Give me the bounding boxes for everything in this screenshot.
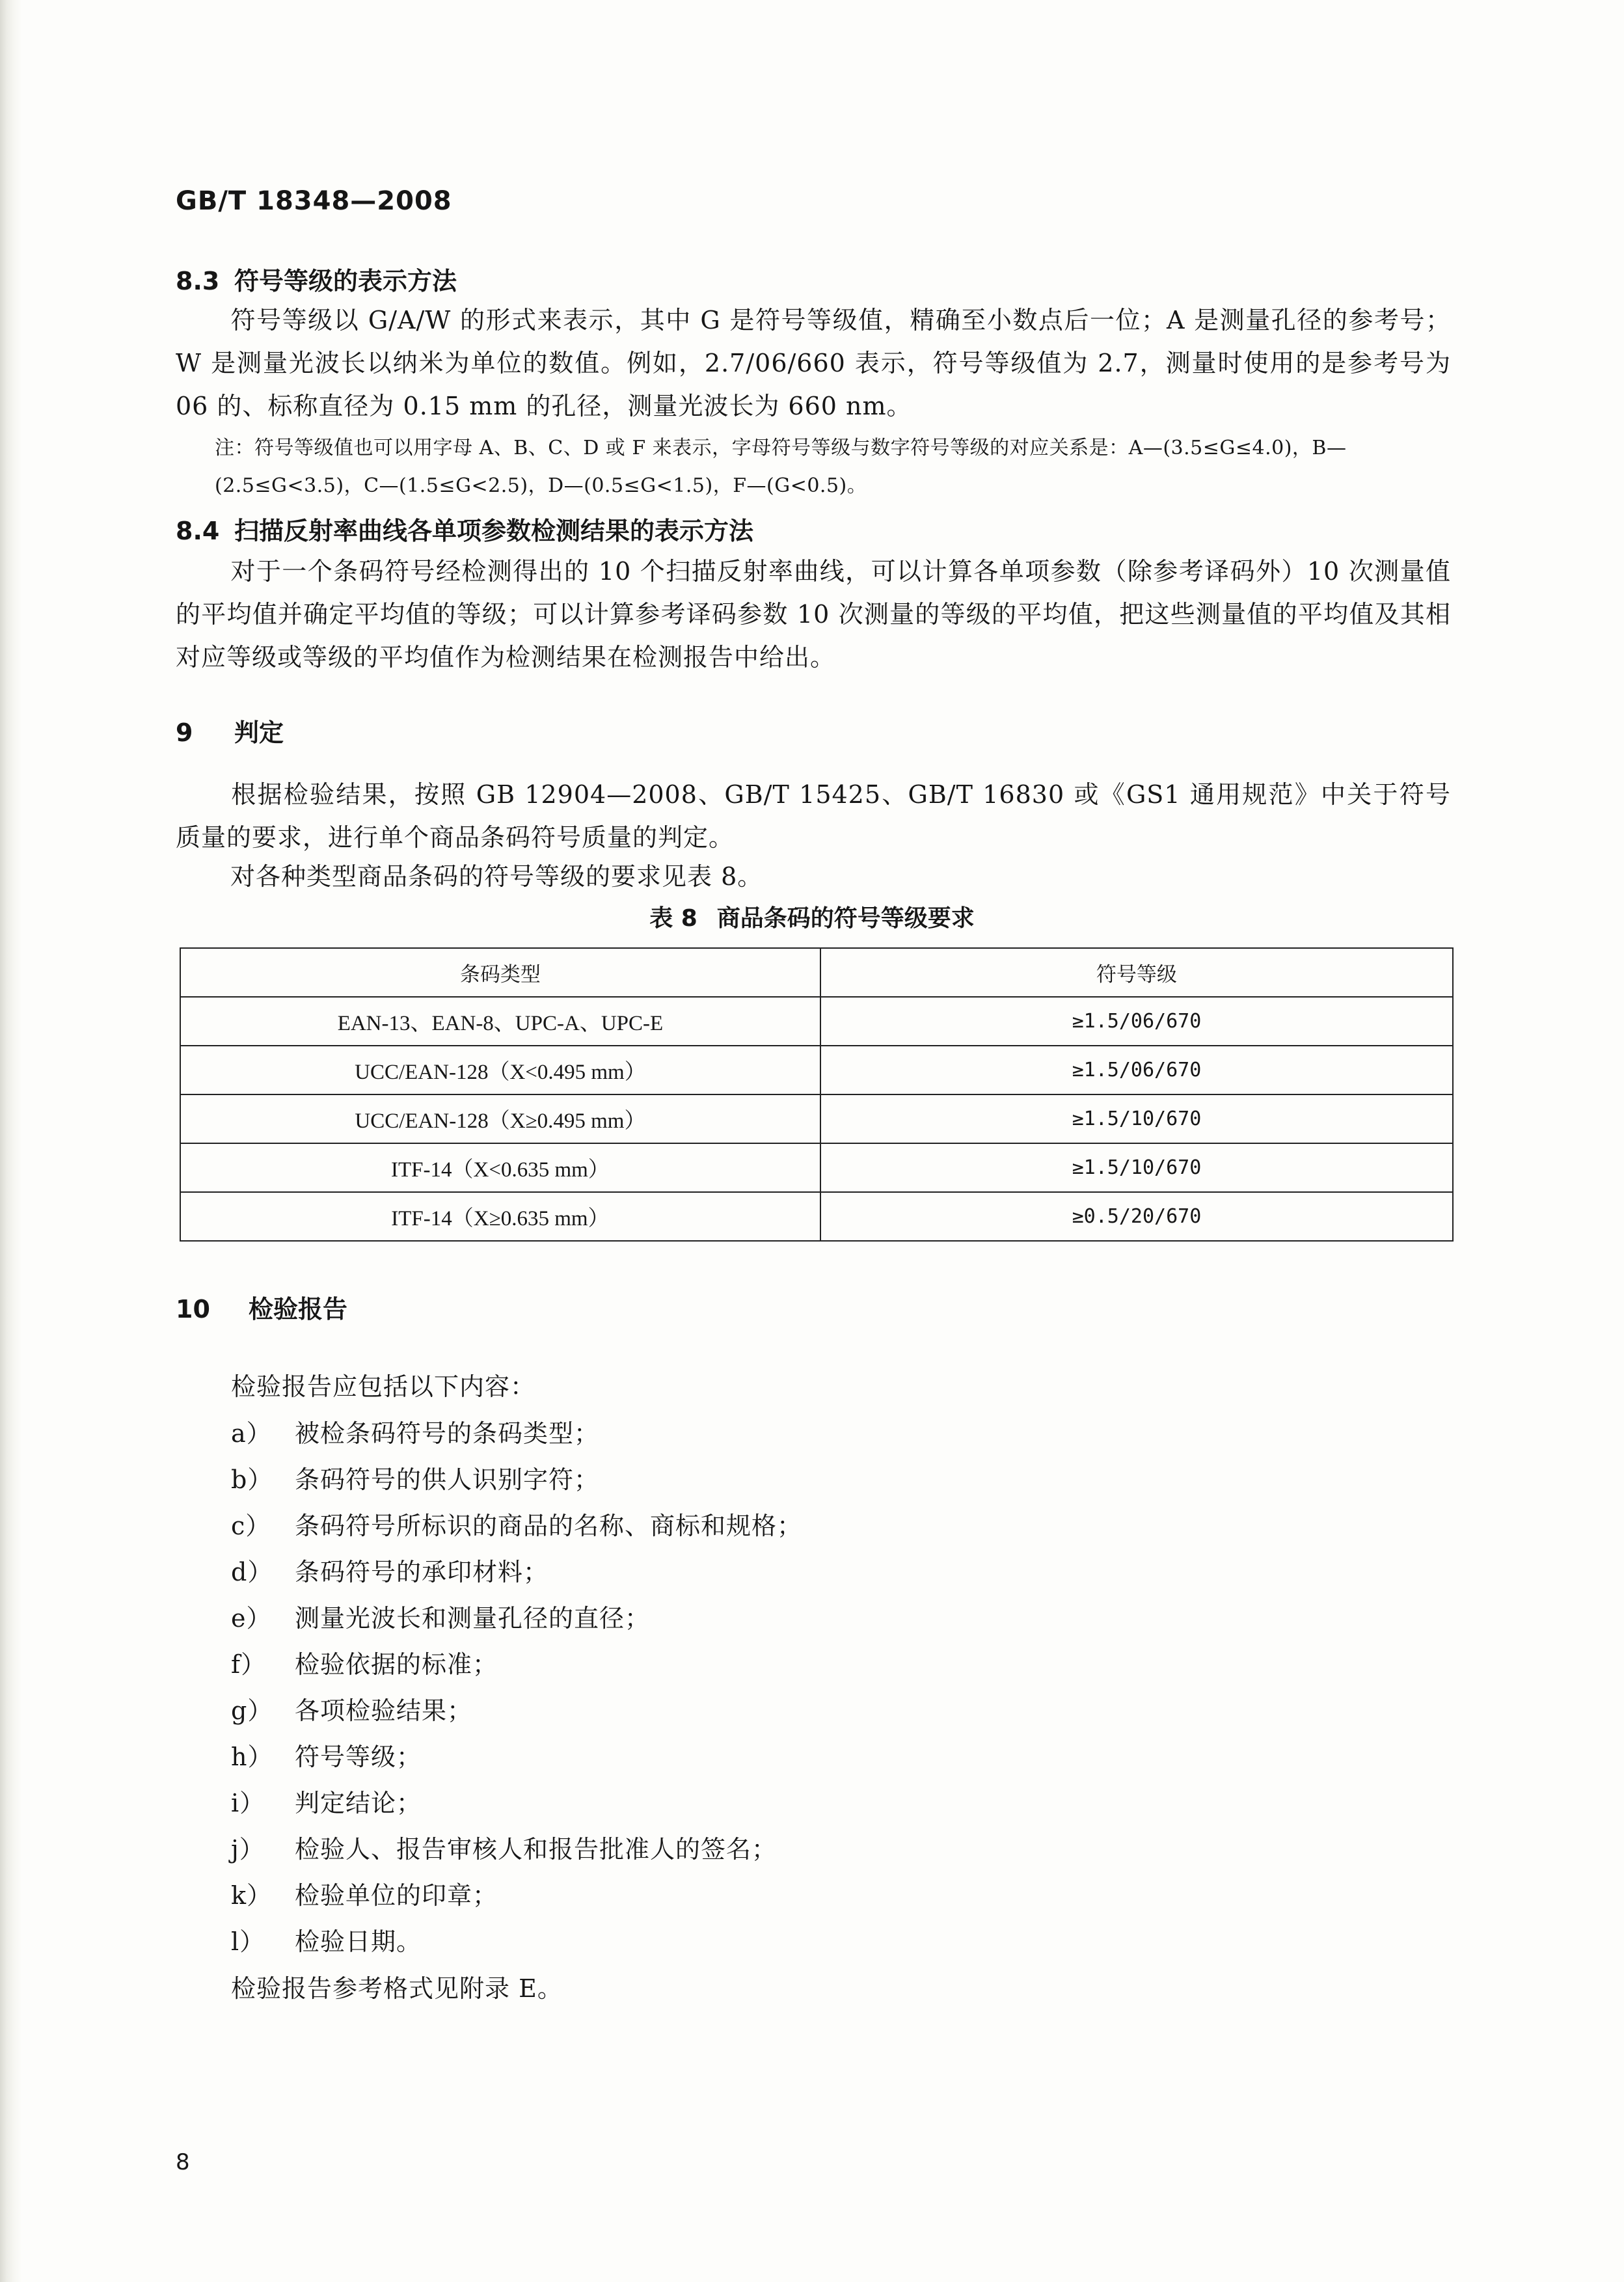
table-row (180, 1192, 1453, 1241)
item-text: 符号等级； (295, 1743, 422, 1771)
standard-number: GB/T 18348—2008 (176, 186, 452, 216)
item-label: j） (231, 1835, 265, 1864)
barcode-type-cell: EAN-13、EAN-8、UPC-A、UPC-E (180, 997, 820, 1046)
section-9-heading (176, 713, 284, 748)
item-text: 条码符号的供人识别字符； (295, 1465, 600, 1494)
list-item (231, 1734, 1402, 1780)
list-lead: 检验报告应包括以下内容： (231, 1372, 536, 1401)
list-item (231, 1688, 1402, 1734)
symbol-grade-cell: ≥0.5/20/670 (820, 1192, 1453, 1241)
table-caption (0, 900, 1624, 933)
item-label: e） (231, 1604, 272, 1633)
page-number: 8 (176, 2149, 190, 2175)
symbol-grade-cell: ≥1.5/10/670 (820, 1143, 1453, 1192)
item-text: 各项检验结果； (295, 1696, 473, 1725)
list-item (231, 1919, 1402, 1965)
symbol-grade-cell: ≥1.5/06/670 (820, 1046, 1453, 1094)
item-text: 判定结论； (295, 1789, 422, 1817)
section-number: 8.4 (176, 517, 220, 545)
symbol-grade-table (180, 947, 1454, 1242)
table-row (180, 1046, 1453, 1094)
paragraph-text: 根据检验结果，按照 GB 12904—2008、GB/T 15425、GB/T 16830 或《GS1 通用规范》中关于符号质量的要求，进行单个商品条码符号质量的判定。 (176, 780, 1451, 852)
item-label: g） (231, 1696, 273, 1725)
item-label: i） (231, 1789, 265, 1817)
section-10-heading (176, 1289, 347, 1325)
item-label: f） (231, 1650, 267, 1679)
item-text: 条码符号所标识的商品的名称、商标和规格； (295, 1512, 803, 1540)
section-title: 判定 (234, 718, 284, 747)
list-item (231, 1457, 1402, 1503)
list-tail: 检验报告参考格式见附录 E。 (231, 1974, 563, 2003)
paragraph-text: 对各种类型商品条码的符号等级的要求见表 8。 (230, 862, 763, 891)
item-text: 条码符号的承印材料； (295, 1558, 549, 1586)
barcode-type-cell: ITF-14（X≥0.635 mm） (180, 1192, 820, 1241)
symbol-grade-cell: ≥1.5/06/670 (820, 997, 1453, 1046)
list-item (231, 1411, 1402, 1457)
section-8-3-body (176, 299, 1451, 428)
item-label: b） (231, 1465, 273, 1494)
item-text: 测量光波长和测量孔径的直径； (295, 1604, 651, 1633)
symbol-grade-cell: ≥1.5/10/670 (820, 1094, 1453, 1143)
item-text: 被检条码符号的条码类型； (295, 1419, 600, 1448)
section-8-4-body (176, 550, 1451, 679)
barcode-type-cell: ITF-14（X<0.635 mm） (180, 1143, 820, 1192)
table-title: 商品条码的符号等级要求 (716, 905, 975, 932)
item-label: h） (231, 1743, 273, 1771)
paragraph-text: 符号等级以 G/A/W 的形式来表示，其中 G 是符号等级值，精确至小数点后一位；A 是测量孔径的参考号；W 是测量光波长以纳米为单位的数值。例如，2.7/06/660 表示，符号等级值为 2.7，测量时使用的是参考号为 06 的、标称直径为 0.15 mm 的孔径，测量光波长为 660 nm。 (176, 306, 1451, 420)
item-text: 检验单位的印章； (295, 1881, 498, 1910)
paragraph-text: 对于一个条码符号经检测得出的 10 个扫描反射率曲线，可以计算各单项参数（除参考译码外）10 次测量值的平均值并确定平均值的等级；可以计算参考译码参数 10 次测量的等级的平均值，把这些测量值的平均值及其相对应等级或等级的平均值作为检测结果在检测报告中给出。 (176, 557, 1451, 672)
item-label: d） (231, 1558, 273, 1586)
item-label: a） (231, 1419, 272, 1448)
section-title: 检验报告 (249, 1295, 348, 1324)
list-item (231, 1549, 1402, 1596)
item-label: c） (231, 1512, 271, 1540)
table-header-row (180, 948, 1453, 997)
list-item (231, 1873, 1402, 1919)
item-text: 检验人、报告审核人和报告批准人的签名； (295, 1835, 778, 1864)
table-row (180, 1094, 1453, 1143)
section-title: 符号等级的表示方法 (234, 267, 457, 295)
list-item (231, 1503, 1402, 1549)
table-row (180, 1143, 1453, 1192)
list-item (231, 1780, 1402, 1827)
item-text: 检验日期。 (295, 1927, 422, 1956)
section-9-body (176, 773, 1451, 859)
section-number: 9 (176, 718, 193, 747)
table-row (180, 997, 1453, 1046)
table-label: 表 8 (649, 905, 697, 932)
section-8-4-heading (176, 511, 753, 547)
column-header: 条码类型 (180, 948, 820, 997)
item-label: l） (231, 1927, 265, 1956)
section-8-3-heading (176, 261, 457, 297)
section-8-3-note: 注：符号等级值也可以用字母 A、B、C、D 或 F 来表示，字母符号等级与数字符号等级的对应关系是：A—(3.5≤G≤4.0)，B—(2.5≤G<3.5)，C—(1.5≤G<2.5)，D—(0.5≤G<1.5)，F—(G<0.5)。 (215, 437, 1347, 497)
section-number: 8.3 (176, 267, 220, 295)
barcode-type-cell: UCC/EAN-128（X≥0.495 mm） (180, 1094, 820, 1143)
report-contents-list (231, 1363, 1402, 2013)
column-header: 符号等级 (820, 948, 1453, 997)
item-text: 检验依据的标准； (295, 1650, 498, 1679)
list-item (231, 1596, 1402, 1642)
section-number: 10 (176, 1295, 210, 1324)
item-label: k） (231, 1881, 273, 1910)
barcode-type-cell: UCC/EAN-128（X<0.495 mm） (180, 1046, 820, 1094)
list-item (231, 1642, 1402, 1688)
section-9-table-ref (176, 855, 1451, 898)
section-title: 扫描反射率曲线各单项参数检测结果的表示方法 (234, 517, 754, 545)
list-item (231, 1827, 1402, 1873)
